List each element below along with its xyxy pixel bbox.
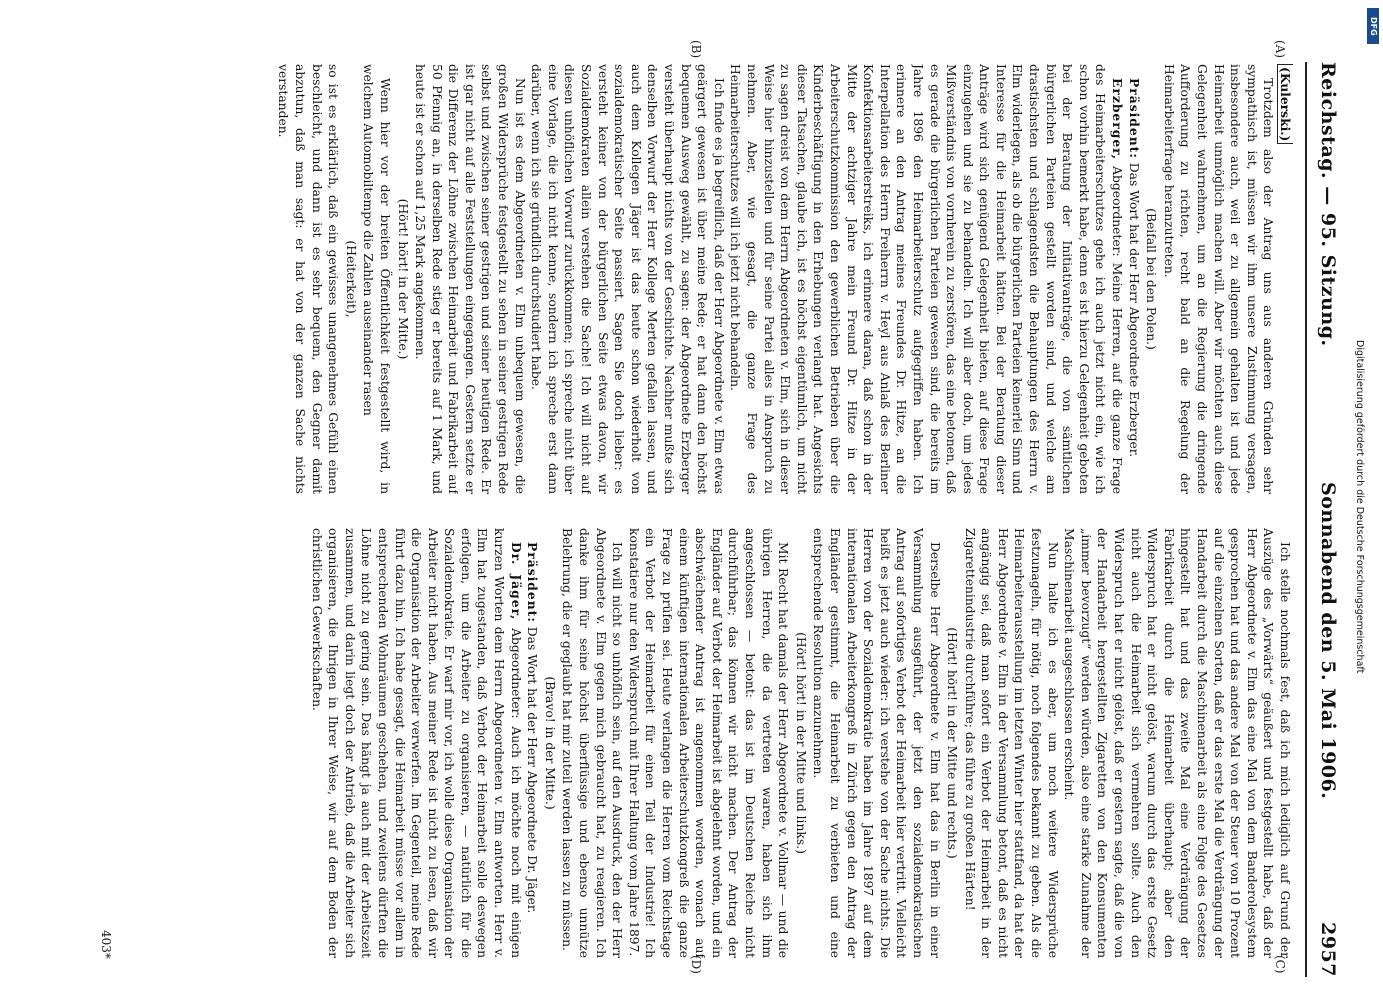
paragraph: Derselbe Herr Abgeordnete v. Elm hat das in Berlin in einer Versammlung ausgeführt, der jetzt den sozialdemokratischen Antrag auf sofortiges Verbot der Heimarbeit hier vertritt. Vielleicht heißt es jetzt auch wieder: ich verstehe von der Sache nichts. Die Herren von der Sozialdemokratie haben im Jahre 1897 auf dem internationalen Arbeiterkongreß in Zürich gegen den Antrag der Engländer gestimmt, die Heimarbeit zu verbieten und eine entsprechende Resolution anzunehmen. <box>811 528 942 958</box>
margin-mark-a: (A) <box>1273 40 1287 59</box>
applause-note: (Beifall bei den Polen.) <box>1144 208 1159 350</box>
funding-credit: Digitalisierung gefördert durch die Deutsche Forschungsgemeinschaft <box>1354 340 1365 674</box>
paragraph: Nun ist es dem Abgeordneten v. Elm unbequem gewesen, die großen Widersprüche festgestellt zu sehen in seiner gestrigen Rede selbst und zwischen seiner gestrigen und seiner heutigen Rede. Er ist gar nicht auf alle Feststellungen eingegangen. Gestern setzte er die Differenz der Löhne zwischen Heimarbeit und Fabrikarbeit auf 50 Pfennig an, in derselben Rede stieg er bereits auf 1 Mark, und heute ist er schon auf 1,25 Mark angekommen. <box>413 64 527 494</box>
page-number: 2957 <box>1317 922 1339 977</box>
paragraph: Mit Recht hat damals der Herr Abgeordnete v. Vollmar — und die übrigen Herren, die da vertreten waren, haben sich ihm angeschlossen — betont: das ist im Deutschen Reiche nicht durchführbar; das können wir nicht machen. Der Antrag der Engländer auf Verbot der Heimarbeit ist abgelehnt worden, und ein abschwächender Antrag ist angenommen worden, wonach auf einem künftigen internationalen Arbeiterschutzkongreß die ganze Frage zu prüfen sei. Heute verlangen die Herren vom Reichstage ein Verbot der Heimarbeit für einen Teil der Industrie! Ich konstatiere nur den Widerspruch mit Ihrer Haltung vom Jahre 1897. <box>626 528 791 958</box>
paragraph: Ich will nicht so unhöflich sein, auf den Ausdruck, den der Herr Abgeordnete v. Elm gegen mich gebraucht hat, zu reagieren. Ich danke ihm für seine höchst überflüssige und ebenso unnütze Belehrung, die er geglaubt hat mir zuteil werden lassen zu müssen. <box>560 528 625 958</box>
margin-mark-c: (C) <box>1273 955 1287 974</box>
sheet-signature: 403* <box>99 930 113 959</box>
interjection: (Heiterkeit), <box>343 240 358 318</box>
president-label: Präsident: <box>525 542 541 623</box>
interjection: (Hört! hört! in der Mitte und links.) <box>793 632 808 854</box>
president-text: Das Wort hat der Herr Abgeordnete Dr. Jäger. <box>525 626 540 914</box>
interjection: (Hört! hört! in der Mitte.) <box>395 198 410 360</box>
speech-text: Abgeordneter: Auch ich möchte noch mit einigen kurzen Worten dem Herrn Abgeordneten v. Elm antworten. Herr v. Elm hat zugestanden, daß Verbot der Heimarbeit solle deswegen erfolgen, um die Arbeiter zu organisieren, — natürlich für die Sozialdemokratie. Er warf mir vor, ich wolle diese Organisation der Arbeiter nicht haben. Aus meiner Rede ist nicht zu lesen, daß wir die Organisation der Arbeiter verwerfen. Im Gegenteil, meine Rede führt dazu hin. Ich habe gesagt, die Heimarbeit müsse vor allem in entsprechenden Wohnräumen geschehen, und zweitens dürften die Löhne nicht zu gering sein. Das hängt ja auch mit der Arbeitszeit zusammen, und darin liegt doch der Antrieb, daß die Arbeiter sich organisieren, die Ihrigen in Ihrer Weise, wir auf dem Boden der christlichen Gewerkschaften. <box>309 528 523 958</box>
paragraph: Trotzdem also der Antrag uns aus anderen Gründen sehr sympathisch ist, müssen wir ihm unsere Zustimmung versagen, insbesondere auch, weil er zu allgemein gehalten ist und jede Heimarbeit unmöglich machen will. Aber wir möchten auch diese Gelegenheit wahrnehmen, um an die Regierung die dringende Aufforderung zu richten, recht bald an die Regelung der Heimarbeiterfrage heranzutreten. <box>1161 64 1276 494</box>
interjection: (Hört! hört! in der Mitte und rechts.) <box>945 627 960 859</box>
paragraph: so ist es erklärlich, daß ein gewisses unangenehmes Gefühl einen beschleicht, und dann ist es sehr bequem, den Gegner damit abzutun, daß man sagt: er hat von der ganzen Sache nichts verstanden. <box>276 64 341 494</box>
speaker-name: Erzberger, <box>1110 78 1126 161</box>
paragraph: Ich stelle nochmals fest, daß ich mich lediglich auf Grund der Auszüge des „Vorwärts“ geäußert und festgestellt habe, daß der Herr Abgeordnete v. Elm das eine Mal von dem Banderolesystem gesprochen hat und das andere Mal von der Steuer von 10 Prozent auf die einzelnen Sorten, daß er das erste Mal die Verdrängung der Handarbeit durch die Maschinenarbeit als eine Folge des Gesetzes hingestellt hat und das zweite Mal eine Verdrängung der Fabrikarbeit durch die Heimarbeit überhaupt; aber den Widerspruch hat er nicht gelöst, warum durch das erste Gesetz nicht auch die Heimarbeit sich vermehren sollte. Auch den Widerspruch hat er nicht gelöst, daß er gestern sagte, daß die von der Handarbeit hergestellten Zigaretten von den Konsumenten „immer bevorzugt“ werden würden, also eine starke Zunahme der Maschinenarbeit ausgeschlossen erscheint. <box>1062 528 1292 958</box>
speech-paragraph <box>308 528 524 958</box>
right-column <box>93 528 1293 958</box>
margin-mark-b: (B) <box>689 40 703 59</box>
dfg-logo: DFG <box>1367 8 1379 44</box>
president-line <box>524 528 541 958</box>
header-date: Sonnabend den 5. Mai 1906. <box>1317 482 1339 800</box>
applause-note: (Bravo! in der Mitte.) <box>542 676 557 810</box>
header-left-title: Reichstag. — 95. Sitzung. <box>1317 62 1339 347</box>
speaker-tag <box>1276 64 1293 494</box>
president-text: Das Wort hat der Herr Abgeordnete Erzberger. <box>1126 162 1141 458</box>
paragraph: Nun halte ich es aber, um noch weitere Widersprüche festzunageln, für nötig, noch folgendes bekannt zu geben. Als die Heimarbeiterausstellung im letzten Winter hier stattfand, da hat der Herr Abgeordnete v. Elm in der Versammlung betont, daß es nicht angängig sei, daß man sofort ein Verbot der Heimarbeit in der Zigarettenindustrie durchführe; das führe zu großen Härten! <box>962 528 1060 958</box>
paragraph: Ich finde es ja begreiflich, daß der Herr Abgeordnete v. Elm etwas geärgert gewesen ist über meine Rede; er hat dann den höchst bequemen Ausweg gewählt, zu sagen: der Abgeordnete Erzberger versteht überhaupt nichts von der Geschichte. Nachher mußte sich denselben Vorwurf der Herr Kollege Merten gefallen lassen, und auch dem Kollegen Jäger ist das heute schon wiederholt von sozialdemokratischer Seite passiert. Sagen Sie doch lieber: es versteht keiner von der bürgerlichen Seite etwas davon, wir Sozialdemokraten allein verstehen die Sache! Ich will nicht auf diesen unhöflichen Vorwurf zurückkommen; ich spreche nicht über eine Vorlage, die ich nicht kenne, sondern ich spreche erst dann darüber, wenn ich sie gründlich durchstudiert habe. <box>529 64 726 494</box>
margin-mark-d: (D) <box>689 955 703 974</box>
paragraph: Wenn hier vor der breiten Öffentlichkeit festgestellt wird, in welchem Automobiltempo die Zahlen auseinander rasen <box>361 64 392 494</box>
speaker-tag-text: (Kulerski.) <box>1277 64 1293 144</box>
president-line <box>1125 64 1142 494</box>
page-header <box>1305 62 1343 977</box>
speaker-name: Dr. Jäger, <box>508 542 524 621</box>
left-column <box>93 64 1293 494</box>
president-label: Präsident: <box>1126 78 1142 159</box>
speech-text: Abgeordneter: Meine Herren, auf die ganze Frage des Heimarbeiterschutzes gehe ich auch jetzt nicht ein, wie ich schon vorhin bemerkt habe, denn es ist hierzu Gelegenheit geboten bei der Beratung der Initiativanträge, die von sämtlichen bürgerlichen Parteien gestellt worden sind, und welche am drastischsten und schlagendsten die Behauptungen des Herrn v. Elm widerlegen, als ob die bürgerlichen Parteien keinerlei Sinn und Interesse für die Heimarbeit hätten. Bei der Beratung dieser Anträge wird sich genügend Gelegenheit bieten, auf diese Frage einzugehen und sie zu behandeln. Ich will aber doch, um jedes Mißverständnis von vornherein zu zerstören, das eine betonen, daß es gerade die bürgerlichen Parteien gewesen sind, die bereits im Jahre 1896 den Heimarbeiterschutz aufgegriffen haben. Ich erinnere an den Antrag meines Freundes Dr. Hitze, an die Interpellation des Herrn Freiherrn v. Heyl aus Anlaß des Berliner Konfektionsarbeiterstreiks, ich erinnere daran, daß schon in der Mitte der achtziger Jahre mein Freund Dr. Hitze in der Arbeiterschutzkommission den gewerblichen Betrieben über die Kinderbeschäftigung in den Erhebungen verlangt hat. Angesichts dieser Tatsachen, glaube ich, ist es höchst eigentümlich, um nicht zu sagen dreist von dem Herrn Abgeordneten v. Elm, sich in dieser Weise hier hinzustellen und für seine Partei alles in Anspruch zu nehmen. Aber, wie gesagt, die ganze Frage des Heimarbeiterschutzes will ich jetzt nicht behandeln. <box>728 64 1125 494</box>
speech-paragraph <box>727 64 1125 494</box>
